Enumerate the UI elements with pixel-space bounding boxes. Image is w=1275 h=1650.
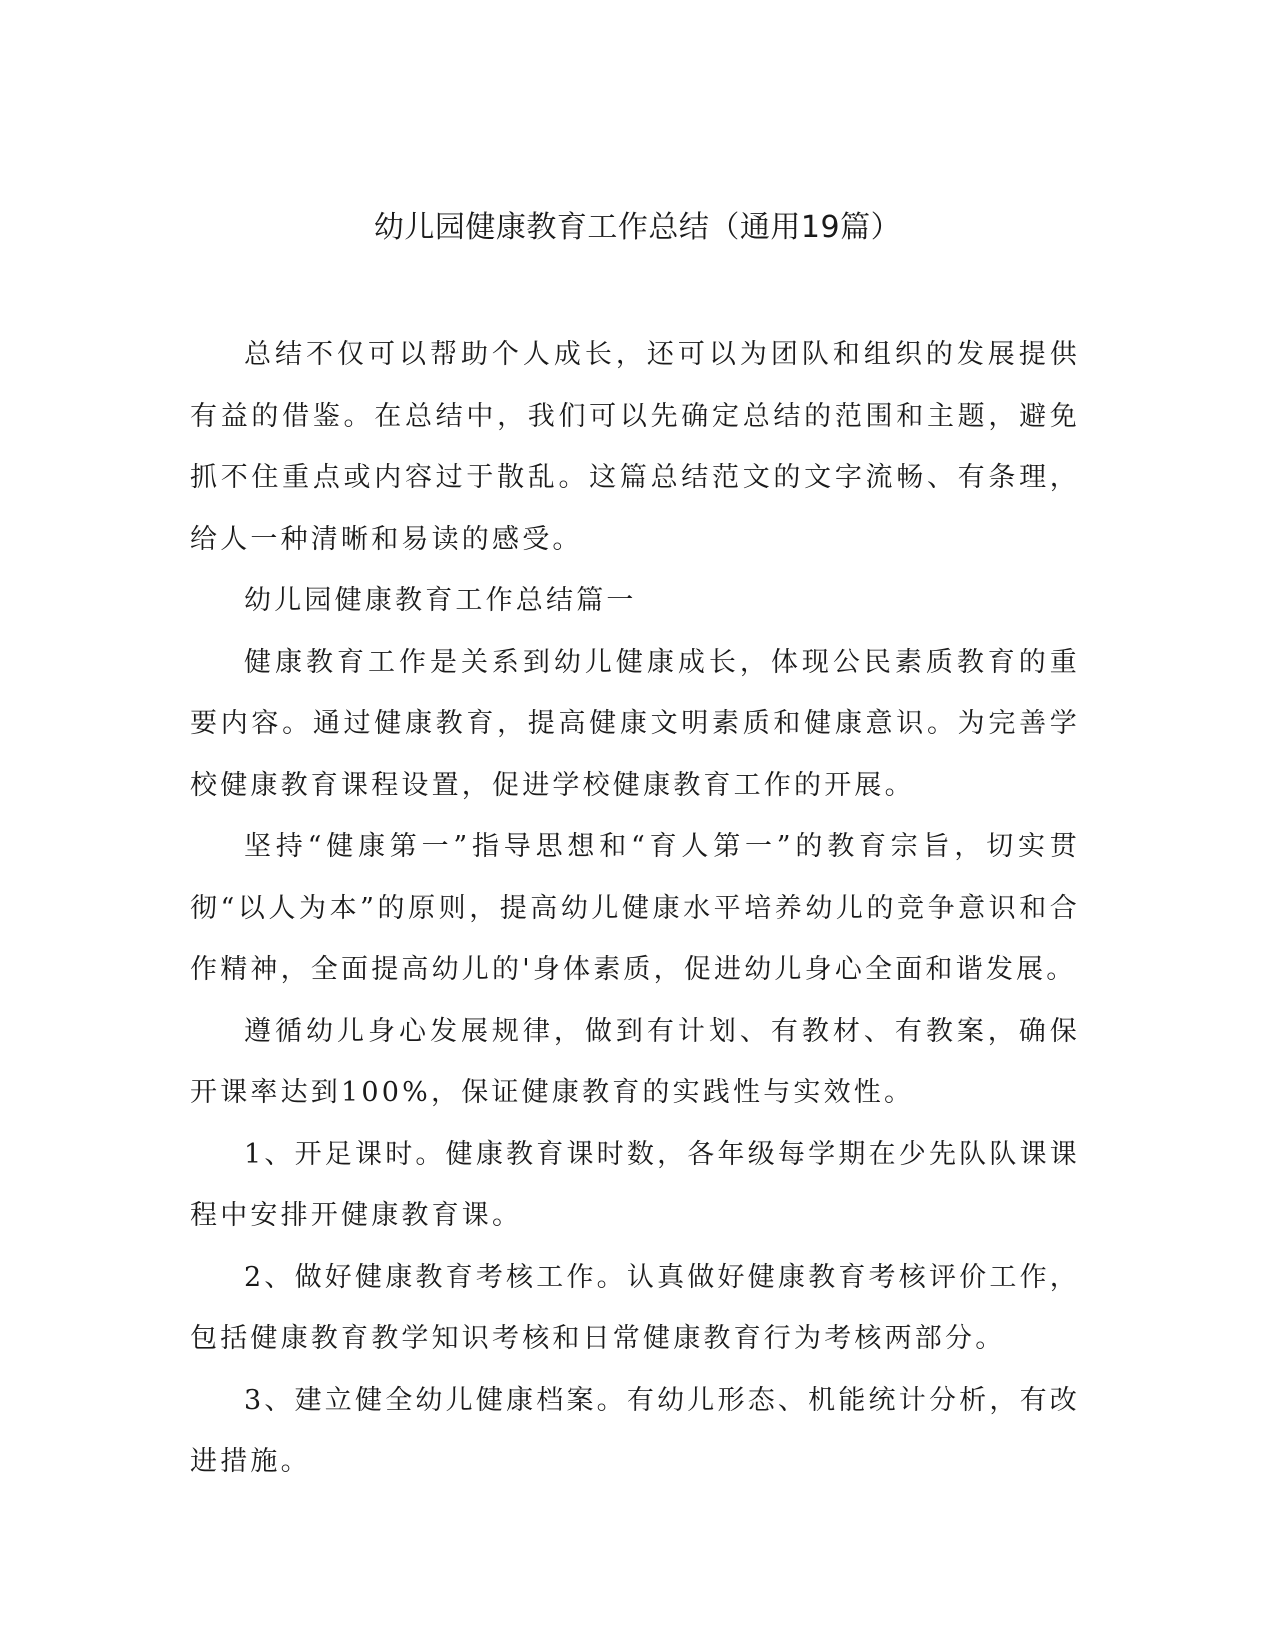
section-heading: 幼儿园健康教育工作总结篇一 bbox=[244, 585, 637, 616]
document-body bbox=[190, 324, 1080, 1493]
body-paragraph: 坚持“健康第一”指导思想和“育人第一”的教育宗旨，切实贯彻“以人为本”的原则，提高幼儿健康水平培养幼儿的竞争意识和合作精神，全面提高幼儿的'身体素质，促进幼儿身心全面和谐发展。 bbox=[190, 831, 1080, 985]
intro-paragraph: 总结不仅可以帮助个人成长，还可以为团队和组织的发展提供有益的借鉴。在总结中，我们可以先确定总结的范围和主题，避免抓不住重点或内容过于散乱。这篇总结范文的文字流畅、有条理，给人一种清晰和易读的感受。 bbox=[190, 339, 1080, 555]
list-item-paragraph: 3、建立健全幼儿健康档案。有幼儿形态、机能统计分析，有改进措施。 bbox=[190, 1384, 1080, 1477]
list-item-paragraph: 2、做好健康教育考核工作。认真做好健康教育考核评价工作，包括健康教育教学知识考核和日常健康教育行为考核两部分。 bbox=[190, 1261, 1080, 1354]
body-paragraph: 遵循幼儿身心发展规律，做到有计划、有教材、有教案，确保开课率达到100%，保证健康教育的实践性与实效性。 bbox=[190, 1015, 1080, 1108]
body-paragraph: 健康教育工作是关系到幼儿健康成长，体现公民素质教育的重要内容。通过健康教育，提高健康文明素质和健康意识。为完善学校健康教育课程设置，促进学校健康教育工作的开展。 bbox=[190, 646, 1080, 801]
list-item-paragraph: 1、开足课时。健康教育课时数，各年级每学期在少先队队课课程中安排开健康教育课。 bbox=[190, 1138, 1080, 1231]
document-title: 幼儿园健康教育工作总结（通用19篇） bbox=[373, 210, 902, 245]
